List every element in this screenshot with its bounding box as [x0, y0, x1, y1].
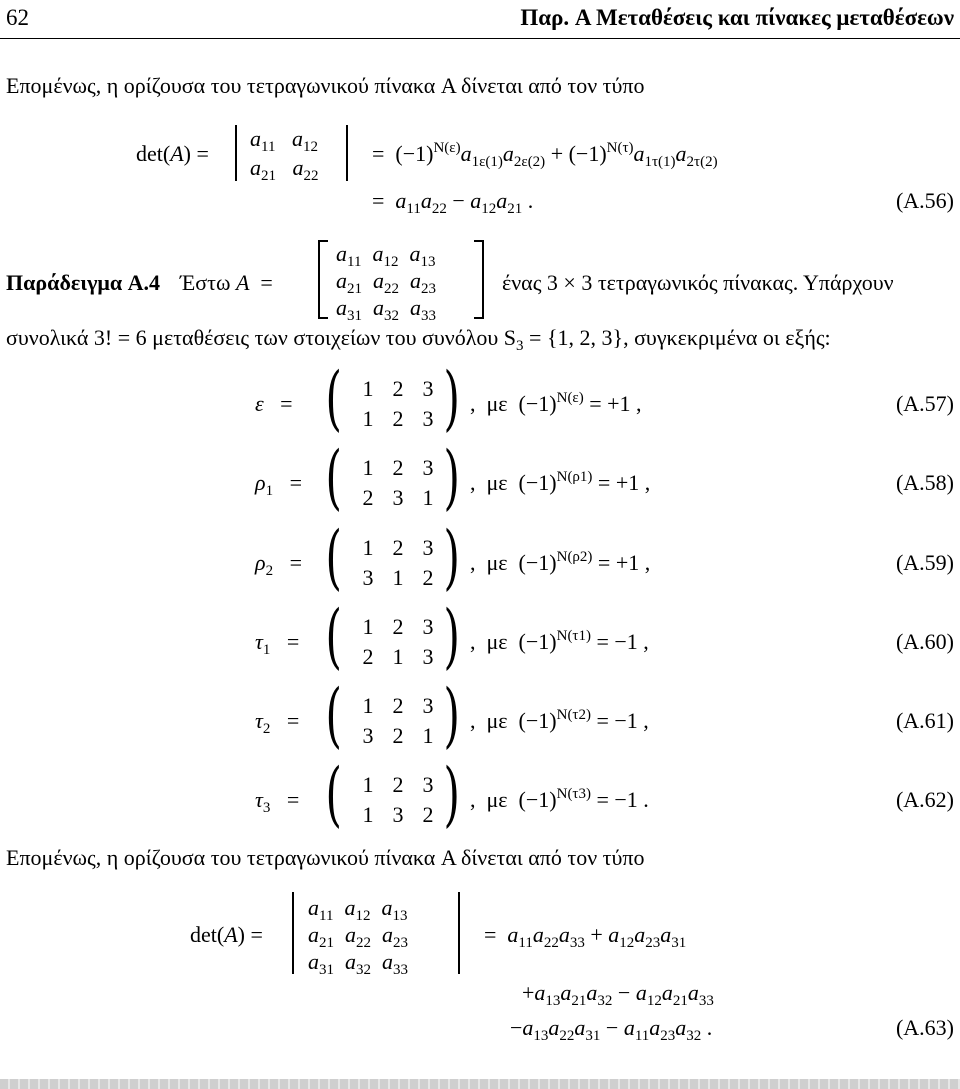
perm-cell-top: 1 — [362, 535, 374, 560]
perm-right-paren: ) — [443, 357, 460, 439]
perm-subscript: 1 — [262, 642, 271, 658]
eq-number-a58: (A.58) — [895, 470, 954, 495]
det3-term-1: = $a_{11}a_{22}a_{33} + a_{12}a_{23}a_{31}$ — [484, 922, 687, 951]
perm-cell-bottom: 1 — [422, 485, 434, 510]
example-lead: Έστω A = — [180, 270, 273, 295]
perm-cell-top: 3 — [422, 614, 434, 639]
perm-sign-value: = −1 , — [596, 629, 649, 654]
perm-cell-top: 3 — [422, 772, 434, 797]
perm-name-2: $\rho_2$ = — [255, 550, 302, 579]
det2-row1: $a_{11}$ $a_{12}$ — [250, 126, 318, 155]
eq-number-a61: (A.61) — [895, 708, 954, 733]
det3-left-bar — [292, 892, 294, 974]
perm-cell-top: 3 — [422, 535, 434, 560]
perm-exponent: N(ε) — [556, 390, 584, 406]
perm-cell-top: 1 — [362, 772, 374, 797]
perm-cell-bottom: 2 — [362, 644, 374, 669]
perm-right-paren: ) — [443, 753, 460, 835]
perm-exponent: N(τ1) — [556, 628, 591, 644]
perm-cell-bottom: 3 — [362, 723, 374, 748]
perm-cell-bottom: 3 — [392, 485, 404, 510]
det2-right-bar — [346, 125, 348, 181]
det2-expansion: = $(-1)^{N(\varepsilon)}a_{1\varepsilon(1)}a_{2\varepsilon(2)} + (-1)^{N(\tau)}a_{1\tau(1)}a_{2\tau(2)}$ — [372, 140, 718, 170]
perm-sign-3: , με $(-1)^{N(\tau 1)} = -1$ , — [470, 628, 649, 654]
perm-me-word: με — [486, 787, 508, 812]
perm-cell-bottom: 3 — [422, 644, 434, 669]
perm-cell-top: 3 — [422, 376, 434, 401]
perm-cell-top: 2 — [392, 535, 404, 560]
eq-number-a57: (A.57) — [895, 391, 954, 416]
perm-cell-bottom: 2 — [392, 723, 404, 748]
perm-name-4: $\tau_2$ = — [255, 708, 300, 737]
perm-cell-bottom: 1 — [392, 565, 404, 590]
perm-symbol: ρ — [255, 470, 266, 495]
eq-number-a59: (A.59) — [895, 550, 954, 575]
eq-number-a56: (A.56) — [895, 188, 954, 213]
perm-right-paren: ) — [443, 595, 460, 677]
perm-name-3: $\tau_1$ = — [255, 629, 300, 658]
eq-number-a62: (A.62) — [895, 787, 954, 812]
perm-cell-top: 1 — [362, 455, 374, 480]
perm-left-paren: ( — [325, 674, 342, 756]
perm-exponent: N(ρ2) — [556, 549, 593, 565]
perm-sign-5: , με $(-1)^{N(\tau 3)} = -1$ . — [470, 786, 649, 812]
example-line-2-sub: 3 — [516, 338, 524, 354]
example-tail: ένας 3 × 3 τετραγωνικός πίνακας. Υπάρχουν — [502, 270, 894, 295]
perm-sign-value: = +1 , — [597, 470, 651, 495]
perm-cell-bottom: 2 — [362, 485, 374, 510]
eq-number-a60: (A.60) — [895, 629, 954, 654]
det2-left-bar — [235, 125, 237, 181]
perm-sign-value: = +1 , — [589, 391, 642, 416]
footer-bar — [0, 1079, 960, 1089]
perm-sign-value: = +1 , — [597, 550, 651, 575]
perm-cell-top: 2 — [392, 376, 404, 401]
perm-symbol: τ — [255, 708, 263, 733]
perm-sign-value: = −1 . — [596, 787, 649, 812]
perm-exponent: N(τ3) — [556, 786, 591, 802]
perm-cell-bottom: 1 — [392, 644, 404, 669]
perm-cell-top: 1 — [362, 693, 374, 718]
intro-paragraph-1: Επομένως, η ορίζουσα του τετραγωνικού πίνακα A δίνεται από τον τύπο — [6, 73, 645, 98]
perm-name-0: ε = — [255, 391, 293, 416]
perm-me-word: με — [486, 550, 508, 575]
perm-subscript: 1 — [265, 483, 274, 499]
perm-cell-bottom: 2 — [392, 406, 404, 431]
det3-row2: $a_{21}$ $a_{22}$ $a_{23}$ — [308, 922, 408, 951]
matrix-row1: $a_{11}$ $a_{12}$ $a_{13}$ — [336, 241, 436, 270]
matrix-row2: $a_{21}$ $a_{22}$ $a_{23}$ — [336, 268, 436, 297]
perm-left-paren: ( — [325, 357, 342, 439]
perm-cell-top: 1 — [362, 614, 374, 639]
perm-cell-top: 2 — [392, 614, 404, 639]
perm-right-paren: ) — [443, 516, 460, 598]
perm-cell-bottom: 2 — [422, 802, 434, 827]
perm-symbol: ρ — [255, 550, 266, 575]
perm-sign-4: , με $(-1)^{N(\tau 2)} = -1$ , — [470, 707, 649, 733]
intro-paragraph-2: Επομένως, η ορίζουσα του τετραγωνικού πίνακα A δίνεται από τον τύπο — [6, 845, 645, 870]
det3-row1: $a_{11}$ $a_{12}$ $a_{13}$ — [308, 895, 408, 924]
perm-name-1: $\rho_1$ = — [255, 470, 302, 499]
det2-lhs: det(A) = — [136, 141, 209, 166]
perm-sign-2: , με $(-1)^{N(\rho 2)} = +1$ , — [470, 549, 651, 575]
matrix-left-bracket — [318, 240, 328, 319]
example-line-2 — [6, 325, 831, 354]
perm-cell-bottom: 1 — [422, 723, 434, 748]
det2-result: = $a_{11}a_{22} - a_{12}a_{21}$ . — [372, 188, 534, 217]
perm-exponent: N(ρ1) — [556, 469, 593, 485]
example-label: Παράδειγμα A.4 — [6, 270, 161, 295]
perm-me-word: με — [486, 708, 508, 733]
perm-left-paren: ( — [325, 436, 342, 518]
perm-cell-top: 3 — [422, 693, 434, 718]
matrix-right-bracket — [474, 240, 484, 319]
perm-symbol: τ — [255, 787, 263, 812]
perm-sign-value: = −1 , — [596, 708, 649, 733]
perm-cell-top: 2 — [392, 772, 404, 797]
perm-cell-bottom: 3 — [392, 802, 404, 827]
perm-subscript: 2 — [262, 721, 271, 737]
det3-term-3: $-a_{13}a_{22}a_{31} - a_{11}a_{23}a_{32}$ . — [510, 1015, 713, 1044]
perm-right-paren: ) — [443, 674, 460, 756]
perm-left-paren: ( — [325, 753, 342, 835]
perm-left-paren: ( — [325, 595, 342, 677]
det3-lhs: det(A) = — [190, 922, 263, 947]
page-number: 62 — [6, 5, 29, 30]
det3-row3: $a_{31}$ $a_{32}$ $a_{33}$ — [308, 949, 408, 978]
example-lead-text: Έστω — [180, 270, 231, 295]
perm-cell-bottom: 3 — [362, 565, 374, 590]
perm-sign-0: , με $(-1)^{N(\varepsilon)} = +1$ , — [470, 390, 642, 416]
perm-symbol: ε — [255, 391, 264, 416]
perm-cell-bottom: 2 — [422, 565, 434, 590]
perm-cell-top: 3 — [422, 455, 434, 480]
perm-me-word: με — [486, 470, 508, 495]
perm-left-paren: ( — [325, 516, 342, 598]
example-line-2-text: συνολικά 3! = 6 μεταθέσεις των στοιχείων του συνόλου S — [6, 325, 517, 350]
running-title: Παρ. A Μεταθέσεις και πίνακες μεταθέσεων — [520, 5, 954, 30]
perm-subscript: 2 — [265, 563, 274, 579]
det3-term-2: $+a_{13}a_{21}a_{32} - a_{12}a_{21}a_{33}$ — [522, 980, 714, 1009]
perm-subscript: 3 — [262, 800, 271, 816]
header-rule — [0, 38, 960, 39]
perm-cell-top: 1 — [362, 376, 374, 401]
det2-row2: $a_{21}$ $a_{22}$ — [250, 155, 319, 184]
perm-me-word: με — [486, 391, 508, 416]
perm-cell-bottom: 3 — [422, 406, 434, 431]
matrix-row3: $a_{31}$ $a_{32}$ $a_{33}$ — [336, 295, 436, 324]
perm-symbol: τ — [255, 629, 263, 654]
perm-sign-1: , με $(-1)^{N(\rho 1)} = +1$ , — [470, 469, 651, 495]
perm-cell-top: 2 — [392, 693, 404, 718]
perm-cell-top: 2 — [392, 455, 404, 480]
perm-cell-bottom: 1 — [362, 406, 374, 431]
perm-me-word: με — [486, 629, 508, 654]
eq-number-a63: (A.63) — [895, 1015, 954, 1040]
det3-right-bar — [458, 892, 460, 974]
perm-name-5: $\tau_3$ = — [255, 787, 300, 816]
perm-right-paren: ) — [443, 436, 460, 518]
example-line-2-rest: = {1, 2, 3}, συγκεκριμένα οι εξής: — [523, 325, 831, 350]
perm-cell-bottom: 1 — [362, 802, 374, 827]
perm-exponent: N(τ2) — [556, 707, 591, 723]
